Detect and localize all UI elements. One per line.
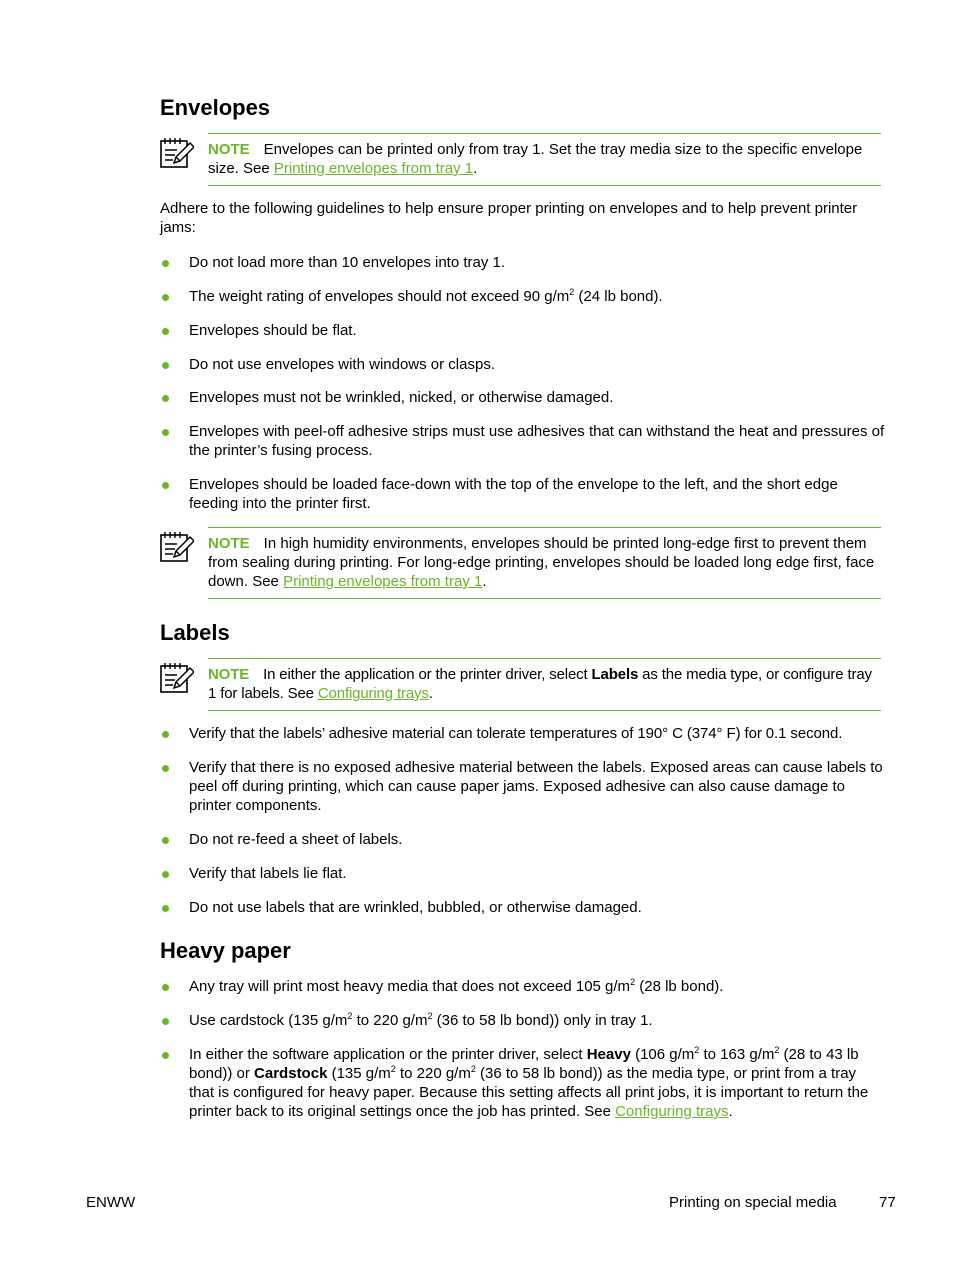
note-body: Envelopes can be printed only from tray 1. Set the tray media size to the specific envelope size. See bbox=[208, 141, 863, 177]
list-item: Use cardstock (135 $g/m^2$ to 220 $g/m^2$ (36 to 58 lb bond)) only in tray 1. bbox=[160, 1011, 885, 1030]
green-bullet-icon bbox=[162, 429, 169, 436]
labels-guidelines-list bbox=[160, 724, 885, 917]
bold-cardstock: Cardstock bbox=[254, 1065, 328, 1082]
bold-labels: Labels bbox=[591, 666, 639, 683]
note-end: . bbox=[482, 573, 487, 590]
green-bullet-icon bbox=[162, 294, 169, 301]
list-item: Envelopes with peel-off adhesive strips must use adhesives that can withstand the heat and pressures of the printer’s fusing process. bbox=[160, 422, 885, 460]
green-bullet-icon bbox=[162, 482, 169, 489]
note-text bbox=[208, 534, 883, 591]
note-label: NOTE bbox=[208, 666, 250, 683]
note-pencil-icon bbox=[160, 136, 194, 168]
list-item: Envelopes should be loaded face-down with the top of the envelope to the left, and the short edge feeding into the printer first. bbox=[160, 475, 885, 513]
note-box bbox=[160, 658, 882, 712]
green-bullet-icon bbox=[162, 362, 169, 369]
list-item: Do not load more than 10 envelopes into tray 1. bbox=[160, 253, 885, 272]
green-bullet-icon bbox=[162, 1018, 169, 1025]
note-text: NOTE In either the application or the printer driver, select Labels as the media type, or configure tray 1 for labels. See Configuring trays. bbox=[208, 666, 872, 702]
note-label: NOTE bbox=[208, 141, 250, 158]
note-end: . bbox=[473, 160, 478, 177]
green-bullet-icon bbox=[162, 731, 169, 738]
list-item: Envelopes must not be wrinkled, nicked, or otherwise damaged. bbox=[160, 388, 885, 407]
note-box bbox=[160, 527, 882, 601]
note-box bbox=[160, 133, 882, 187]
green-bullet-icon bbox=[162, 395, 169, 402]
section-heading-heavy-paper: Heavy paper bbox=[160, 938, 291, 963]
section-heading-labels: Labels bbox=[160, 620, 230, 645]
green-bullet-icon bbox=[162, 260, 169, 267]
green-bullet-icon bbox=[162, 328, 169, 335]
list-item: Envelopes should be flat. bbox=[160, 321, 885, 340]
note-pencil-icon bbox=[160, 530, 194, 562]
link-printing-envelopes[interactable]: Printing envelopes from tray 1 bbox=[273, 160, 474, 177]
footer-left: ENWW bbox=[86, 1194, 136, 1211]
note-label: NOTE bbox=[208, 535, 250, 552]
link-printing-envelopes[interactable]: Printing envelopes from tray 1 bbox=[283, 573, 483, 590]
envelope-guidelines-list bbox=[160, 253, 885, 513]
green-bullet-icon bbox=[162, 765, 169, 772]
note-body: In high humidity environments, envelopes should be printed long-edge first to prevent them from sealing during printing. For long-edge printing, envelopes should be loaded long edge first, face down. See bbox=[208, 535, 875, 590]
footer-section: Printing on special media bbox=[669, 1194, 837, 1211]
page-number: 77 bbox=[879, 1194, 896, 1211]
list-item: Verify that the labels’ adhesive material can tolerate temperatures of 190° C (374° F) for 0.1 second. bbox=[160, 724, 885, 743]
list-item: Verify that labels lie flat. bbox=[160, 864, 885, 883]
bold-heavy: Heavy bbox=[586, 1046, 631, 1063]
green-bullet-icon bbox=[162, 837, 169, 844]
green-bullet-icon bbox=[162, 984, 169, 991]
list-item: Any tray will print most heavy media that does not exceed 105 $g/m^2$ (28 lb bond). bbox=[160, 977, 885, 996]
list-item: Verify that there is no exposed adhesive material between the labels. Exposed areas can cause labels to peel off during printing, which can cause paper jams. Exposed adhesive can also cause damage to printer components. bbox=[160, 758, 885, 815]
link-configuring-trays[interactable]: Configuring trays bbox=[615, 1103, 729, 1120]
list-item: Do not use envelopes with windows or clasps. bbox=[160, 355, 885, 374]
list-item: Do not use labels that are wrinkled, bubbled, or otherwise damaged. bbox=[160, 898, 885, 917]
list-item: In either the software application or the printer driver, select Heavy (106 $g/m^2$ to 163 $g/m^2$ (28 to 43 lb bond)) or Cardstock (135 $g/m^2$ to 220 $g/m^2$ (36 to 58 lb bond)) as the media type, or print from a tray that is configured for heavy paper. Because this setting affects all print jobs, it is important to return the printer back to its original settings once the job has printed. See Configuring trays. bbox=[160, 1045, 885, 1121]
link-configuring-trays[interactable]: Configuring trays bbox=[317, 685, 429, 702]
note-pencil-icon bbox=[160, 661, 194, 693]
heavy-paper-list bbox=[160, 977, 885, 1121]
section-heading-envelopes: Envelopes bbox=[160, 95, 271, 120]
note-text bbox=[208, 140, 883, 178]
green-bullet-icon bbox=[162, 871, 169, 878]
green-bullet-icon bbox=[162, 905, 169, 912]
list-item: Do not re-feed a sheet of labels. bbox=[160, 830, 885, 849]
green-bullet-icon bbox=[162, 1052, 169, 1059]
list-item: The weight rating of envelopes should not exceed 90 $g/m^2$ (24 lb bond). bbox=[160, 287, 885, 306]
envelopes-intro: Adhere to the following guidelines to help ensure proper printing on envelopes and to help prevent printer jams: bbox=[160, 200, 858, 236]
